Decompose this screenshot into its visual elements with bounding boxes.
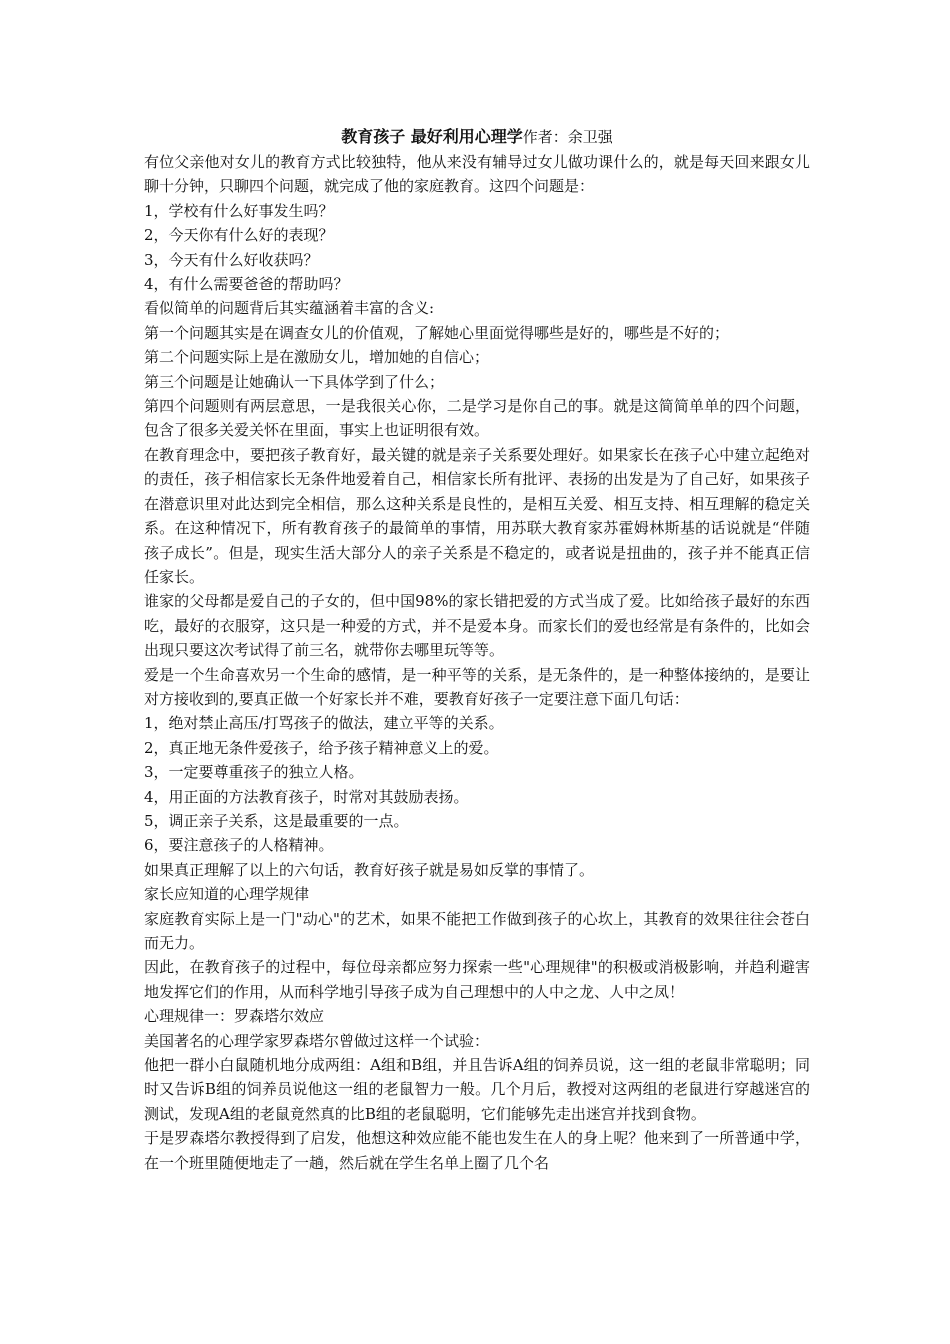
document-title: 教育孩子 最好利用心理学 [341, 127, 523, 146]
paragraph: 于是罗森塔尔教授得到了启发，他想这种效应能不能也发生在人的身上呢？他来到了一所普通中学，在一个班里随便地走了一趟，然后就在学生名单上圈了几个名 [144, 1129, 810, 1172]
paragraph: 美国著名的心理学家罗森塔尔曾做过这样一个试验： [144, 1031, 490, 1050]
paragraph: 谁家的父母都是爱自己的子女的，但中国98%的家长错把爱的方式当成了爱。比如给孩子最好的东西吃，最好的衣服穿，这只是一种爱的方式，并不是爱本身。而家长们的爱也经常是有条件的，比如会出现只要这次考试得了前三名，就带你去哪里玩等等。 [144, 592, 810, 660]
paragraph: 第一个问题其实是在调查女儿的价值观，了解她心里面觉得哪些是好的，哪些是不好的； [144, 323, 730, 342]
paragraph: 4，有什么需要爸爸的帮助吗？ [144, 275, 349, 294]
paragraph: 5，调正亲子关系，这是最重要的一点。 [144, 811, 409, 830]
paragraph: 爱是一个生命喜欢另一个生命的感情，是一种平等的关系，是无条件的，是一种整体接纳的，是要让对方接收到的,要真正做一个好家长并不难，要教育好孩子一定要注意下面几句话： [144, 665, 810, 708]
title-line [144, 123, 810, 150]
paragraph: 因此，在教育孩子的过程中，每位母亲都应努力探索一些"心理规律"的积极或消极影响，并趋利避害地发挥它们的作用，从而科学地引导孩子成为自己理想中的人中之龙、人中之凤！ [144, 958, 810, 1001]
paragraph: 家庭教育实际上是一门"动心"的艺术，如果不能把工作做到孩子的心坎上，其教育的效果往往会苍白而无力。 [144, 909, 810, 952]
paragraph: 1，学校有什么好事发生吗？ [144, 201, 334, 220]
document-author: 作者：余卫强 [522, 128, 613, 146]
document-body [144, 123, 810, 1175]
paragraph: 他把一群小白鼠随机地分成两组：A组和B组，并且告诉A组的饲养员说，这一组的老鼠非常聪明；同时又告诉B组的饲养员说他这一组的老鼠智力一般。几个月后，教授对这两组的老鼠进行穿越迷宫的测试，发现A组的老鼠竟然真的比B组的老鼠聪明，它们能够先走出迷宫并找到食物。 [144, 1056, 810, 1123]
paragraph-list [144, 150, 810, 1175]
paragraph: 看似简单的问题背后其实蕴涵着丰富的含义: [144, 299, 435, 318]
paragraph: 第三个问题是让她确认一下具体学到了什么； [144, 372, 445, 391]
paragraph: 心理规律一：罗森塔尔效应 [144, 1007, 325, 1026]
paragraph: 3，今天有什么好收获吗？ [144, 250, 319, 269]
paragraph: 6，要注意孩子的人格精神。 [144, 836, 334, 855]
paragraph: 如果真正理解了以上的六句话，教育好孩子就是易如反掌的事情了。 [144, 860, 595, 879]
paragraph: 有位父亲他对女儿的教育方式比较独特，他从来没有辅导过女儿做功课什么的，就是每天回来跟女儿聊十分钟，只聊四个问题，就完成了他的家庭教育。这四个问题是： [144, 153, 810, 196]
paragraph: 1，绝对禁止高压/打骂孩子的做法，建立平等的关系。 [144, 714, 504, 733]
paragraph: 家长应知道的心理学规律 [144, 885, 310, 904]
paragraph: 第二个问题实际上是在激励女儿，增加她的自信心； [144, 348, 490, 367]
paragraph: 2，今天你有什么好的表现？ [144, 226, 334, 245]
paragraph: 3，一定要尊重孩子的独立人格。 [144, 763, 364, 782]
paragraph: 2，真正地无条件爱孩子，给予孩子精神意义上的爱。 [144, 738, 499, 757]
paragraph: 第四个问题则有两层意思，一是我很关心你，二是学习是你自己的事。就是这简简单单的四个问题，包含了很多关爱关怀在里面，事实上也证明很有效。 [144, 397, 810, 440]
paragraph: 4，用正面的方法教育孩子，时常对其鼓励表扬。 [144, 787, 469, 806]
paragraph: 在教育理念中，要把孩子教育好，最关键的就是亲子关系要处理好。如果家长在孩子心中建立起绝对的责任，孩子相信家长无条件地爱着自己，相信家长所有批评、表扬的出发是为了自己好，如果孩子在潜意识里对此达到完全相信，那么这种关系是良性的，是相互关爱、相互支持、相互理解的稳定关系。在这种情况下，所有教育孩子的最简单的事情，用苏联大教育家苏霍姆林斯基的话说就是“伴随孩子成长”。但是，现实生活大部分人的亲子关系是不稳定的，或者说是扭曲的，孩子并不能真正信任家长。 [144, 445, 810, 586]
